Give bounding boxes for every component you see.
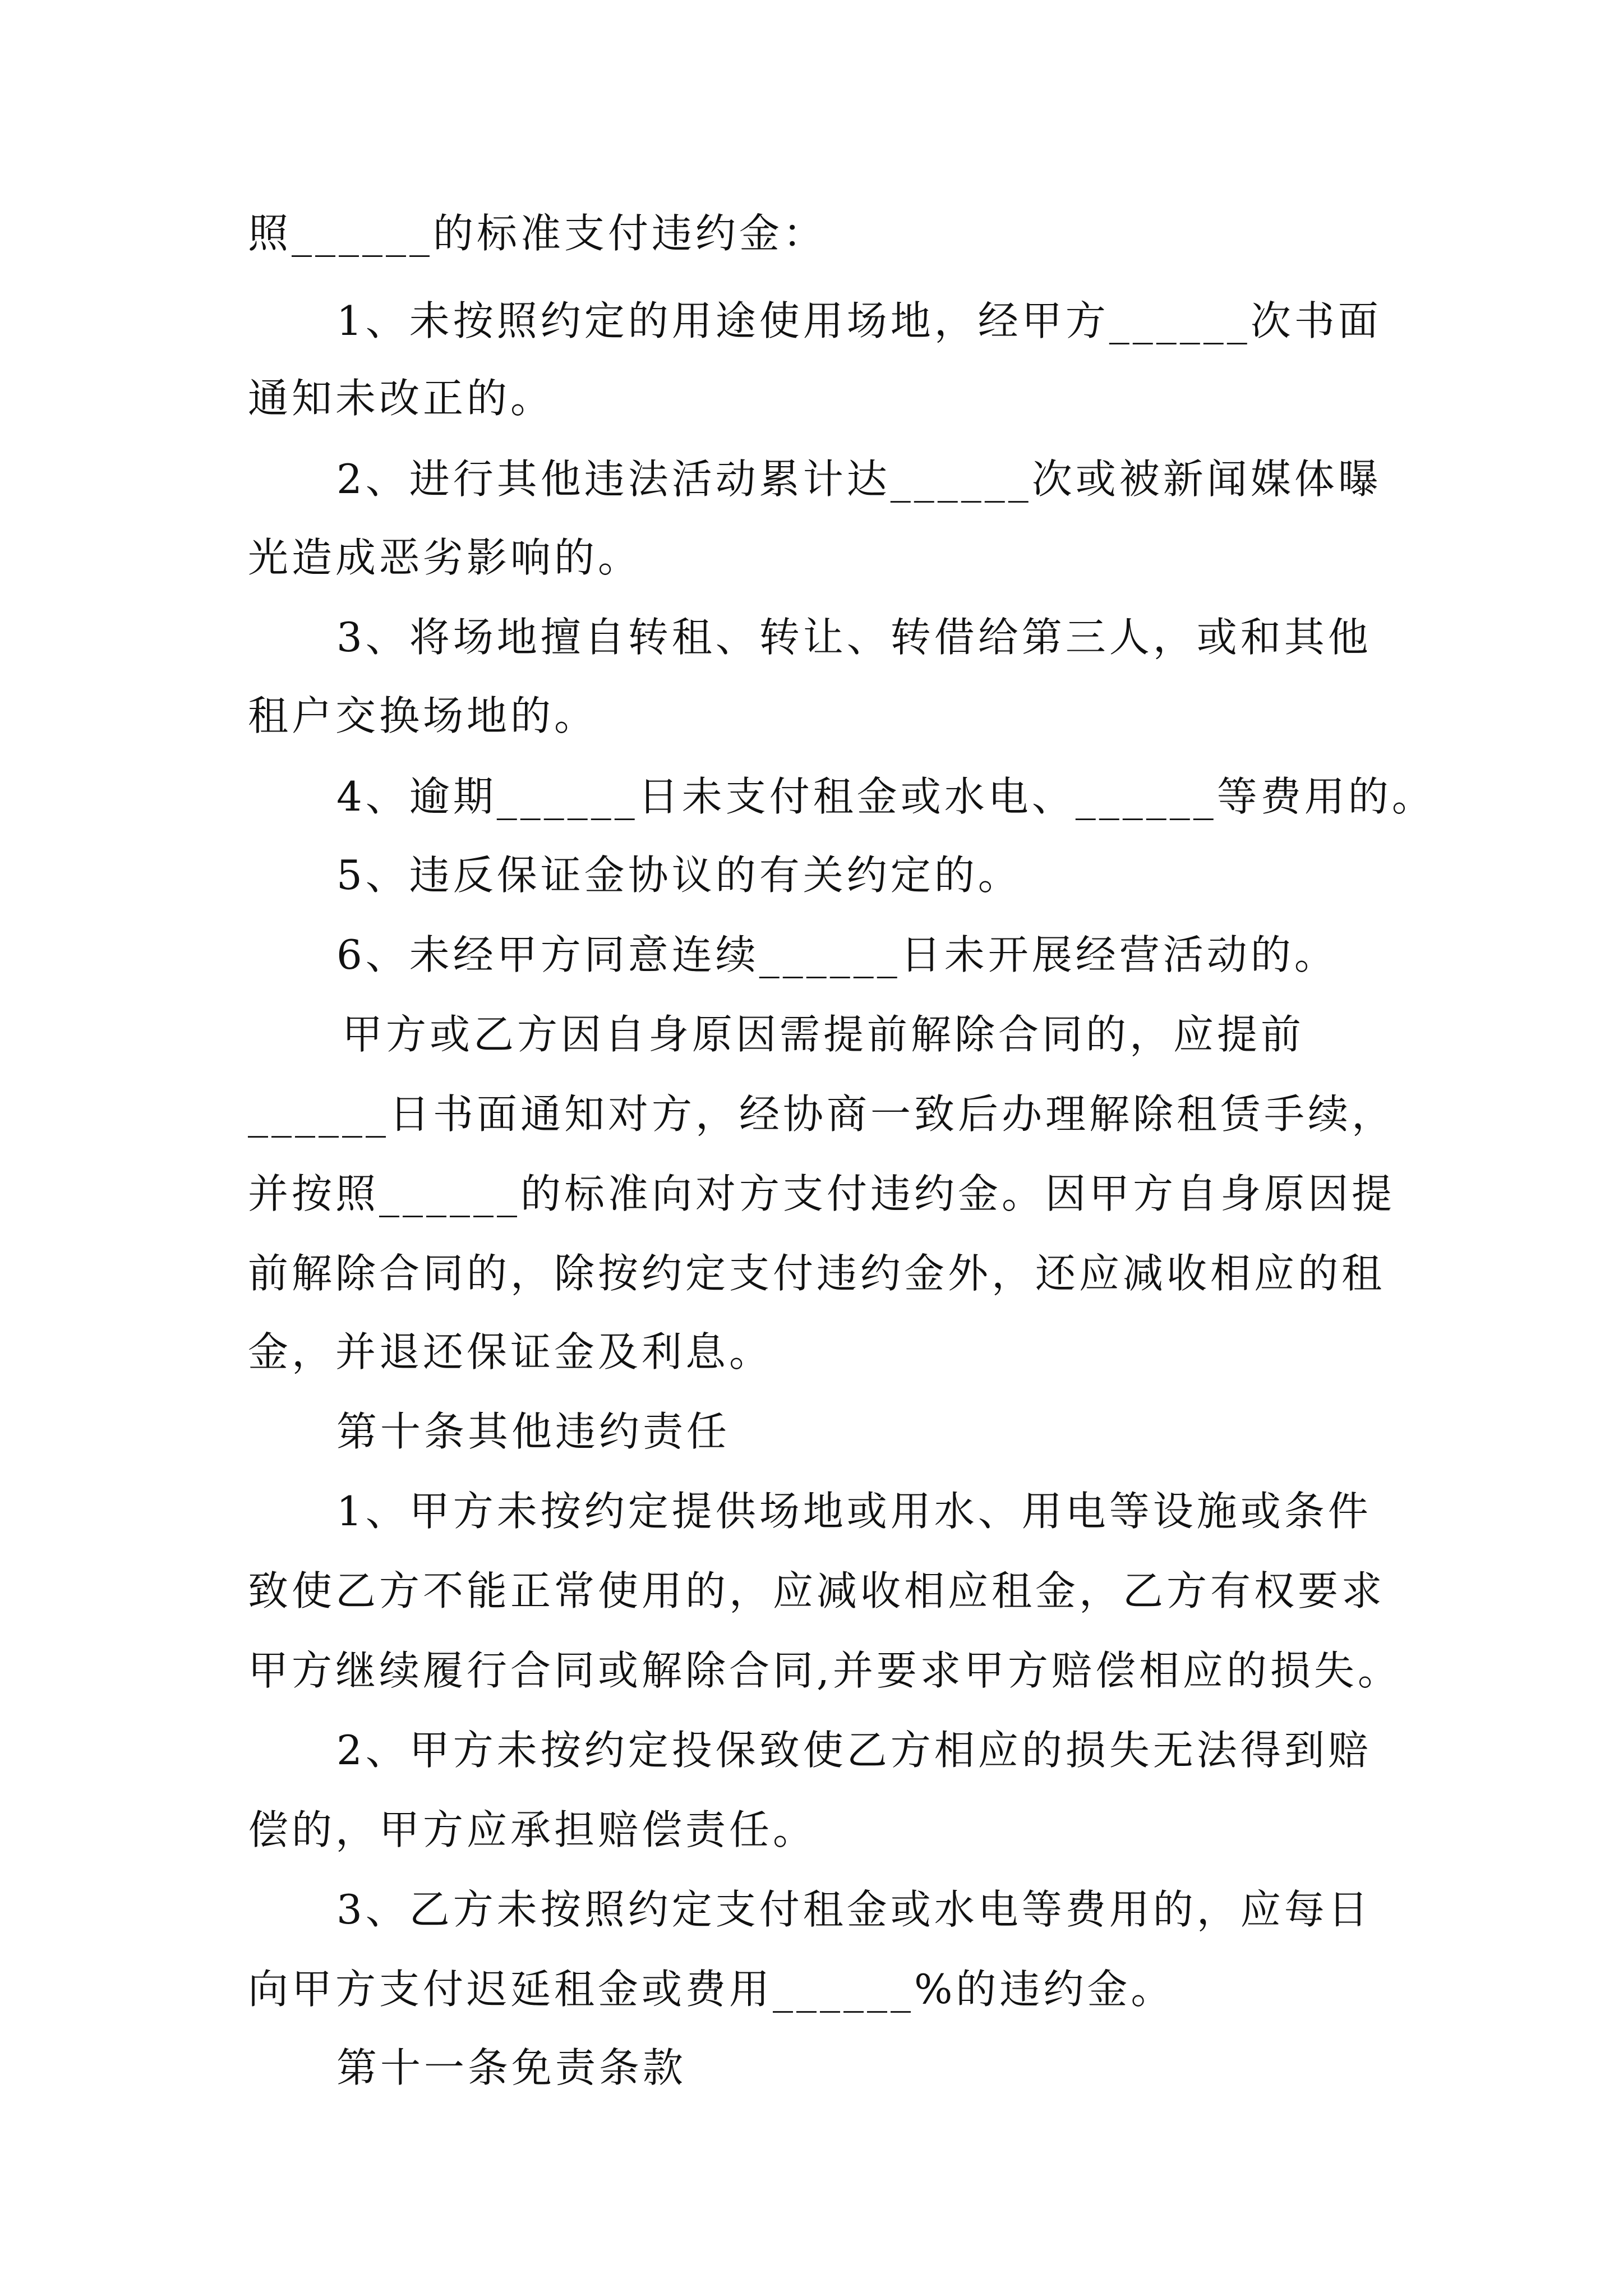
text-line: 6、未经甲方同意连续______日未开展经营活动的。 [336, 931, 1338, 978]
text-line: 2、进行其他违法活动累计达______次或被新闻媒体曝 [336, 455, 1382, 503]
text-line: 甲方或乙方因自身原因需提前解除合同的，应提前 [342, 1011, 1305, 1058]
section-heading: 第十条其他违约责任 [336, 1408, 731, 1455]
text-line: 甲方继续履行合同或解除合同,并要求甲方赔偿相应的损失。 [248, 1647, 1401, 1694]
text-line: 1、甲方未按约定提供场地或用水、用电等设施或条件 [336, 1488, 1372, 1535]
text-line: 偿的，甲方应承担赔偿责任。 [248, 1806, 817, 1853]
text-line: 4、逾期______日未支付租金或水电、______等费用的。 [336, 773, 1436, 820]
text-line: 租户交换场地的。 [248, 692, 598, 739]
text-line: 并按照______的标准向对方支付违约金。因甲方自身原因提 [248, 1170, 1396, 1217]
text-line: 通知未改正的。 [248, 375, 555, 422]
text-line: ______日书面通知对方，经协商一致后办理解除租赁手续， [248, 1091, 1396, 1138]
text-line: 1、未按照约定的用途使用场地，经甲方______次书面 [336, 297, 1382, 344]
text-line: 2、甲方未按约定投保致使乙方相应的损失无法得到赔 [336, 1727, 1372, 1774]
text-line: 3、将场地擅自转租、转让、转借给第三人，或和其他 [336, 614, 1372, 661]
text-line: 金，并退还保证金及利息。 [248, 1328, 773, 1375]
text-line: 光造成恶劣影响的。 [248, 534, 642, 581]
text-line: 前解除合同的，除按约定支付违约金外，还应减收相应的租 [248, 1250, 1386, 1297]
text-line: 3、乙方未按照约定支付租金或水电等费用的，应每日 [336, 1886, 1372, 1933]
text-line: 照______的标准支付违约金： [248, 210, 827, 257]
text-line: 致使乙方不能正常使用的，应减收相应租金，乙方有权要求 [248, 1567, 1386, 1614]
text-line: 向甲方支付迟延租金或费用______%的违约金。 [248, 1966, 1175, 2013]
text-line: 5、违反保证金协议的有关约定的。 [336, 852, 1022, 899]
section-heading: 第十一条免责条款 [336, 2044, 687, 2091]
